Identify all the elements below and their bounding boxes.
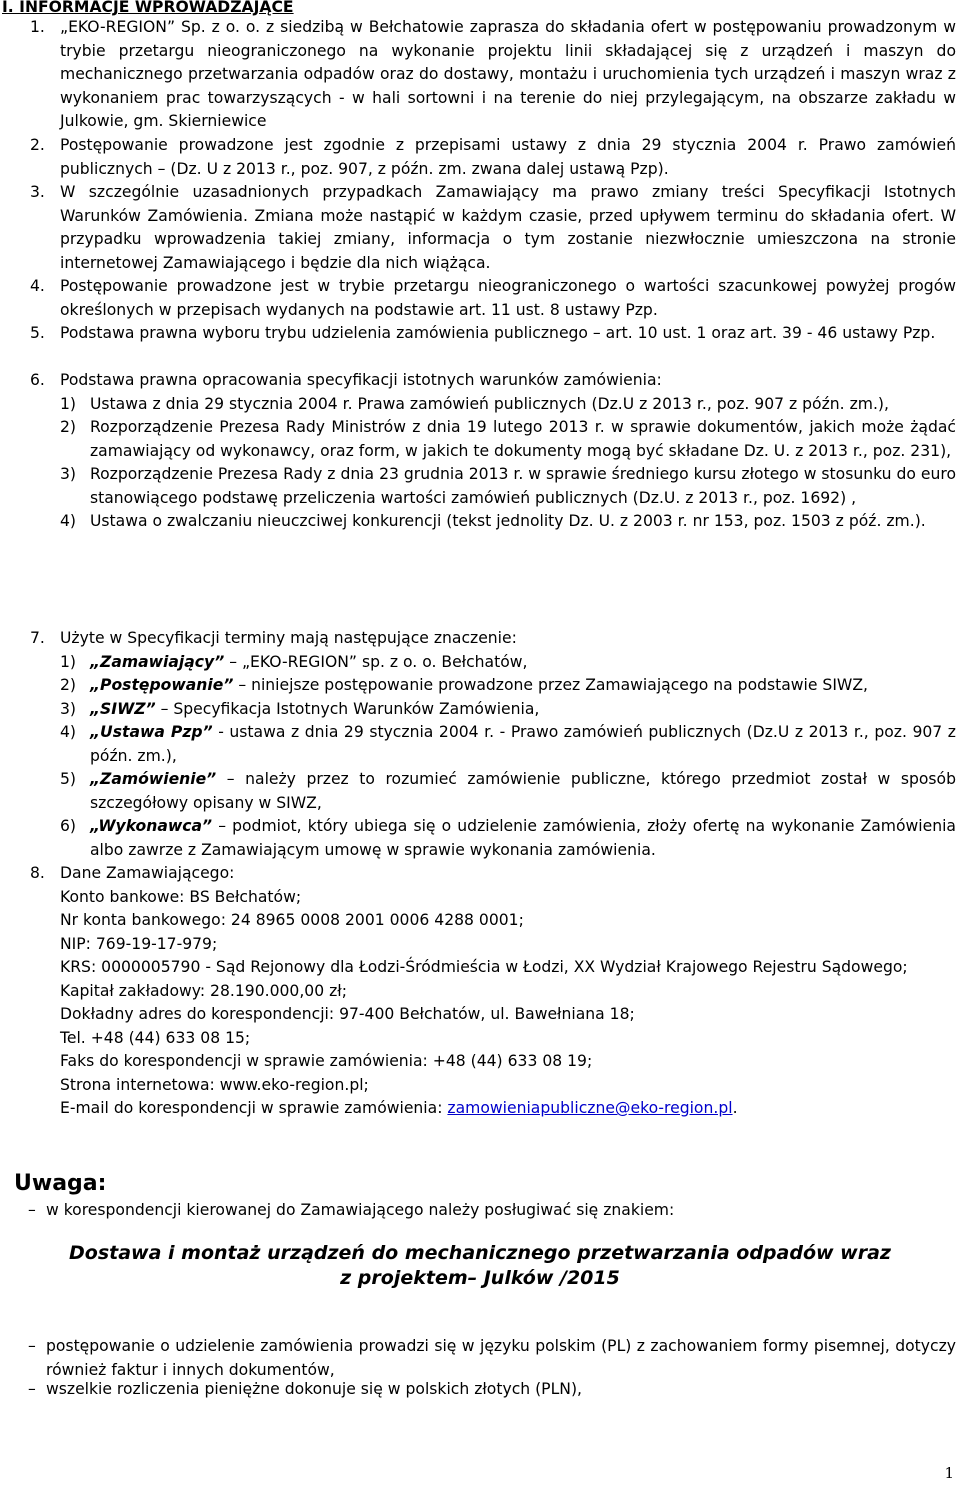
list-item-5: [30, 322, 956, 346]
sub-number: 4): [60, 723, 77, 741]
item-text: Postępowanie prowadzone jest w trybie przetargu nieograniczonego o wartości szacunkowej powyżej progów określonych w przepisach wydanych na podstawie art. 11 ust. 8 ustawy Pzp.: [60, 277, 956, 319]
definition-item: [60, 721, 956, 768]
defined-term: „Wykonawca”: [90, 817, 213, 835]
list-item-1: [30, 16, 956, 134]
section-heading: I. INFORMACJE WPROWADZAJĄCE: [2, 0, 294, 16]
note-dash-item-1: [30, 1199, 956, 1223]
dash-bullet: –: [28, 1337, 36, 1355]
sub-item: [60, 416, 956, 463]
sub-number: 3): [60, 699, 77, 718]
note-dash-item-3: [30, 1378, 956, 1402]
defined-term: „SIWZ”: [90, 699, 156, 718]
definition-item: [60, 698, 956, 722]
sub-number: 2): [60, 676, 77, 694]
email-link[interactable]: zamowieniapubliczne@eko-region.pl: [447, 1099, 733, 1117]
definition-text: – należy przez to rozumieć zamówienie publiczne, którego przedmiot został w sposób szczegółowy opisany w SIWZ,: [90, 770, 956, 812]
note-text: postępowanie o udzielenie zamówienia prowadzi się w języku polskim (PL) z zachowaniem formy pisemnej, dotyczy również faktur i innych dokumentów,: [46, 1337, 956, 1379]
item-text: W szczególnie uzasadnionych przypadkach Zamawiający ma prawo zmiany treści Specyfikacji Istotnych Warunków Zamówienia. Zmiana może nastąpić w każdym czasie, przed upływem terminu do składania ofert. W przypadku wprowadzenia takiej zmiany, informacja o tym zostanie niezwłocznie umieszczona na stronie internetowej Zamawiającego i będzie dla nich wiążąca.: [60, 183, 956, 272]
share-capital: Kapitał zakładowy: 28.190.000,00 zł;: [60, 981, 347, 1000]
item-number: 4.: [30, 277, 45, 295]
item-text: Postępowanie prowadzone jest zgodnie z przepisami ustawy z dnia 29 stycznia 2004 r. Prawo zamówień publicznych – (Dz. U z 2013 r., poz. 907, z późn. zm. zwana dalej ustawą Pzp).: [60, 136, 956, 178]
item-text: Użyte w Specyfikacji terminy mają następujące znaczenie:: [60, 629, 517, 647]
item-text: Podstawa prawna wyboru trybu udzielenia zamówienia publicznego – art. 10 ust. 1 oraz art. 39 - 46 ustawy Pzp.: [60, 324, 936, 342]
list-item-4: [30, 275, 956, 322]
item-number: 6.: [30, 371, 45, 389]
dash-bullet: –: [28, 1201, 36, 1219]
definition-text: – Specyfikacja Istotnych Warunków Zamówienia,: [155, 699, 540, 718]
phone: Tel. +48 (44) 633 08 15;: [60, 1028, 251, 1047]
defined-term: „Zamawiający”: [90, 652, 225, 671]
krs: KRS: 0000005790 - Sąd Rejonowy dla Łodzi-Śródmieścia w Łodzi, XX Wydział Krajowego Rejestru Sądowego;: [60, 958, 908, 976]
item-text: „EKO-REGION” Sp. z o. o. z siedzibą w Bełchatowie zaprasza do składania ofert w postępowaniu prowadzonym w trybie przetargu nieograniczonego na wykonanie projektu linii składającej się z urządzeń i maszyn do mechanicznego przetwarzania odpadów oraz do dostawy, montażu i uruchomienia tych urządzeń i maszyn wraz z wykonaniem prac towarzyszących - w hali sortowni i na terenie do niej przylegającym, na obszarze zakładu w Julkowie, gm. Skierniewice: [60, 18, 956, 130]
sub-number: 1): [60, 652, 77, 671]
defined-term: „Zamówienie”: [90, 770, 217, 788]
definition-item: [60, 815, 956, 862]
sub-text: Ustawa z dnia 29 stycznia 2004 r. Prawa zamówień publicznych (Dz.U z 2013 r., poz. 907 z późn. zm.),: [90, 394, 889, 413]
sub-number: 4): [60, 512, 77, 530]
website: Strona internetowa: www.eko-region.pl;: [60, 1075, 369, 1094]
dash-bullet: –: [28, 1380, 36, 1398]
item-number: 8.: [30, 864, 45, 882]
list-item-3: [30, 181, 956, 275]
item-number: 5.: [30, 324, 45, 342]
definition-text: - ustawa z dnia 29 stycznia 2004 r. - Prawo zamówień publicznych (Dz.U z 2013 r., poz. 907 z późn. zm.),: [90, 723, 956, 765]
sub-item: [60, 393, 956, 417]
note-text: wszelkie rozliczenia pieniężne dokonuje się w polskich złotych (PLN),: [46, 1380, 582, 1398]
definition-text: – podmiot, który ubiega się o udzielenie zamówienia, złoży ofertę na wykonanie Zamówienia albo zawrze z Zamawiającym umowę w sprawie wykonania zamówienia.: [90, 817, 956, 859]
email-line: [60, 1097, 956, 1121]
bank-account: Konto bankowe: BS Bełchatów;: [60, 887, 302, 906]
email-label: E-mail do korespondencji w sprawie zamówienia:: [60, 1099, 448, 1117]
item-text: Dane Zamawiającego:: [60, 864, 235, 882]
list-item-2: [30, 134, 956, 181]
email-tail: .: [732, 1099, 738, 1117]
item-number: 2.: [30, 136, 45, 154]
item-number: 3.: [30, 183, 45, 201]
sub-number: 6): [60, 817, 77, 835]
bank-account-number: Nr konta bankowego: 24 8965 0008 2001 0006 4288 0001;: [60, 911, 524, 929]
sub-item: [60, 463, 956, 510]
defined-term: „Postępowanie”: [90, 676, 234, 694]
definition-text: – „EKO-REGION” sp. z o. o. Bełchatów,: [224, 652, 528, 671]
note-text: w korespondencji kierowanej do Zamawiającego należy posługiwać się znakiem:: [46, 1201, 675, 1219]
list-item-7: [30, 627, 956, 862]
item-number: 1.: [30, 18, 45, 36]
item-number: 7.: [30, 629, 45, 647]
note-dash-item-2: [30, 1335, 956, 1382]
item-text: Podstawa prawna opracowania specyfikacji istotnych warunków zamówienia:: [60, 371, 662, 389]
page-number: 1: [944, 1464, 954, 1482]
defined-term: „Ustawa Pzp”: [90, 723, 213, 741]
note-title: Uwaga:: [14, 1171, 107, 1196]
sub-number: 5): [60, 770, 77, 788]
sub-number: 2): [60, 418, 77, 436]
definition-item: [60, 674, 956, 698]
sub-text: Ustawa o zwalczaniu nieuczciwej konkurencji (tekst jednolity Dz. U. z 2003 r. nr 153, poz. 1503 z póź. zm.).: [90, 512, 926, 530]
sub-number: 1): [60, 394, 77, 413]
definition-item: [60, 651, 956, 675]
tender-mark-line-2: z projektem– Julków /2015: [340, 1267, 620, 1289]
tender-mark-line-1: Dostawa i montaż urządzeń do mechanicznego przetwarzania odpadów wraz: [69, 1242, 891, 1264]
postal-address: Dokładny adres do korespondencji: 97-400 Bełchatów, ul. Bawełniana 18;: [60, 1005, 635, 1023]
sub-number: 3): [60, 465, 77, 483]
fax: Faks do korespondencji w sprawie zamówienia: +48 (44) 633 08 19;: [60, 1052, 593, 1070]
list-item-8: [30, 862, 956, 1121]
sub-item: [60, 510, 956, 534]
nip: NIP: 769-19-17-979;: [60, 934, 218, 953]
definition-text: – niniejsze postępowanie prowadzone przez Zamawiającego na podstawie SIWZ,: [233, 676, 868, 694]
list-item-6: [30, 369, 956, 534]
sub-text: Rozporządzenie Prezesa Rady Ministrów z dnia 19 lutego 2013 r. w sprawie dokumentów, jakich może żądać zamawiający od wykonawcy, oraz form, w jakich te dokumenty mogą być składane Dz. U. z 2013 r., poz. 231),: [90, 418, 956, 460]
sub-text: Rozporządzenie Prezesa Rady z dnia 23 grudnia 2013 r. w sprawie średniego kursu złotego w stosunku do euro stanowiącego podstawę przeliczenia wartości zamówień publicznych (Dz.U. z 2013 r., poz. 1692) ,: [90, 465, 956, 507]
definition-item: [60, 768, 956, 815]
